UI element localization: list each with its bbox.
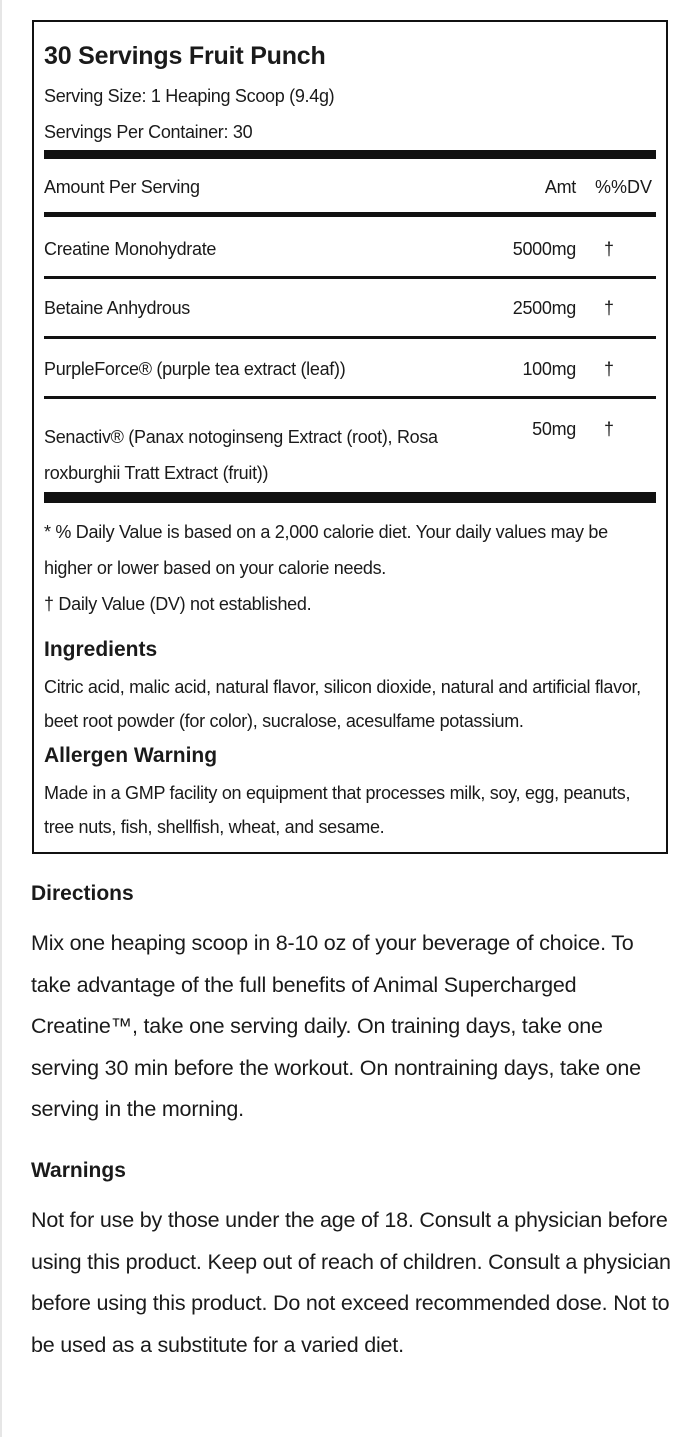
- allergen-warning-heading: Allergen Warning: [44, 744, 218, 767]
- allergen-warning-text: Made in a GMP facility on equipment that processes milk, soy, egg, peanuts, tree nuts, fish, shellfish, wheat, and sesame.: [44, 783, 631, 837]
- serving-size: Serving Size: 1 Heaping Scoop (9.4g): [44, 86, 335, 106]
- page-left-border: [0, 0, 2, 1437]
- ingredient-row-amount: 50mg: [532, 419, 576, 439]
- ingredient-row-amount: 100mg: [522, 359, 576, 379]
- ingredient-row-name: Senactiv® (Panax notoginseng Extract (root), Rosa roxburghii Tratt Extract (fruit)): [44, 427, 438, 483]
- ingredient-row-dv: †: [603, 359, 614, 379]
- servings-per-container: Servings Per Container: 30: [44, 122, 253, 142]
- directions-text: Mix one heaping scoop in 8-10 oz of your beverage of choice. To take advantage of the full benefits of Animal Supercharged Creatine™, take one serving daily. On training days, take one serving 30 min before the workout. On nontraining days, take one serving in the morning.: [31, 931, 641, 1121]
- ingredient-row-name: Betaine Anhydrous: [44, 298, 191, 318]
- thick-divider: [44, 150, 656, 159]
- ingredient-row-amount: 5000mg: [512, 239, 576, 259]
- ingredient-row-dv: †: [603, 239, 614, 259]
- row-divider: [44, 396, 656, 399]
- supplement-facts-panel: [32, 20, 668, 854]
- row-divider: [44, 276, 656, 279]
- ingredients-text: Citric acid, malic acid, natural flavor, silicon dioxide, natural and artificial flavor, beet root powder (for color), sucralose, acesulfame potassium.: [44, 677, 641, 731]
- ingredients-heading: Ingredients: [44, 638, 158, 661]
- directions-heading: Directions: [31, 882, 134, 905]
- ingredient-row-dv: †: [603, 298, 614, 318]
- warnings-text: Not for use by those under the age of 18. Consult a physician before using this product. Keep out of reach of children. Consult a physician before using this product. Do not exceed recommended dose. Not to be used as a substitute for a varied diet.: [31, 1208, 671, 1357]
- warnings-heading: Warnings: [31, 1159, 126, 1182]
- ingredient-row-dv: †: [603, 419, 614, 439]
- header-divider: [44, 212, 656, 217]
- ingredient-row-name: PurpleForce® (purple tea extract (leaf)): [44, 359, 346, 379]
- daily-value-footnote: * % Daily Value is based on a 2,000 calorie diet. Your daily values may be higher or lower based on your calorie needs.: [44, 522, 608, 578]
- thick-divider: [44, 492, 656, 503]
- ingredient-row-amount: 2500mg: [512, 298, 576, 318]
- facts-title: 30 Servings Fruit Punch: [44, 42, 326, 70]
- amt-column-header: Amt: [544, 177, 576, 197]
- amount-per-serving-label: Amount Per Serving: [44, 177, 200, 197]
- row-divider: [44, 336, 656, 339]
- dv-not-established-footnote: † Daily Value (DV) not established.: [44, 594, 312, 614]
- ingredient-row-name: Creatine Monohydrate: [44, 239, 217, 259]
- dv-column-header: %%DV: [594, 177, 652, 197]
